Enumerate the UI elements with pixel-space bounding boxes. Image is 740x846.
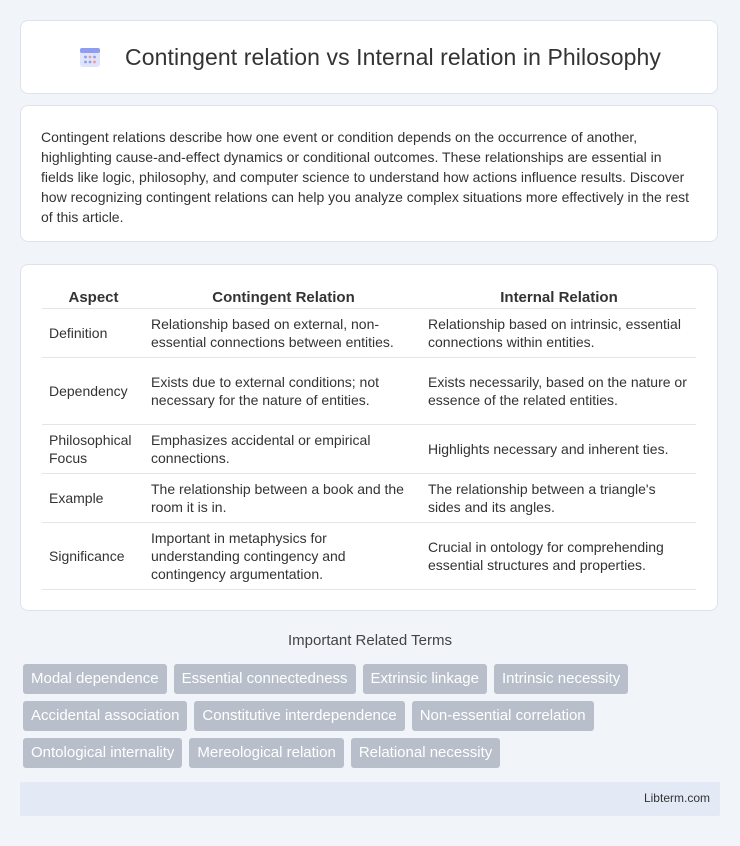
cell-internal: Exists necessarily, based on the nature or essence of the related entities.	[422, 358, 696, 425]
related-term-tag[interactable]: Constitutive interdependence	[194, 701, 404, 731]
tag-row	[23, 738, 723, 768]
related-term-tag[interactable]: Non-essential correlation	[412, 701, 594, 731]
related-term-tag[interactable]: Extrinsic linkage	[363, 664, 487, 694]
cell-aspect: Definition	[42, 309, 145, 358]
cell-internal: Relationship based on intrinsic, essential connections within entities.	[422, 309, 696, 358]
related-terms-title: Important Related Terms	[288, 632, 452, 649]
tag-row	[23, 664, 723, 694]
title-wrap	[77, 44, 661, 71]
header-contingent: Contingent Relation	[145, 285, 422, 309]
related-term-tag[interactable]: Modal dependence	[23, 664, 167, 694]
table-row	[42, 425, 696, 474]
related-term-tag[interactable]: Intrinsic necessity	[494, 664, 628, 694]
table-row	[42, 474, 696, 523]
related-term-tag[interactable]: Relational necessity	[351, 738, 500, 768]
cell-contingent: Important in metaphysics for understanding contingency and contingency argumentation.	[145, 523, 422, 590]
cell-contingent: The relationship between a book and the room it is in.	[145, 474, 422, 523]
table-row	[42, 523, 696, 590]
cell-internal: Crucial in ontology for comprehending essential structures and properties.	[422, 523, 696, 590]
table-row	[42, 309, 696, 358]
cell-internal: The relationship between a triangle's sides and its angles.	[422, 474, 696, 523]
related-term-tag[interactable]: Mereological relation	[189, 738, 343, 768]
cell-contingent: Emphasizes accidental or empirical connections.	[145, 425, 422, 474]
table-row	[42, 358, 696, 425]
related-term-tag[interactable]: Accidental association	[23, 701, 187, 731]
page-title: Contingent relation vs Internal relation in Philosophy	[125, 43, 661, 70]
cell-internal: Highlights necessary and inherent ties.	[422, 425, 696, 474]
related-terms-list	[23, 664, 723, 775]
intro-paragraph: Contingent relations describe how one event or condition depends on the occurrence of another, highlighting cause-and-effect dynamics or conditional outcomes. These relationships are essential in fields like logic, philosophy, and computer science to understand how actions influence results. Discover how recognizing contingent relations can help you analyze complex situations more effectively in the rest of this article.	[41, 129, 689, 225]
footer	[20, 782, 720, 816]
header-internal: Internal Relation	[422, 285, 696, 309]
comparison-table	[42, 285, 696, 590]
intro-card	[20, 105, 718, 242]
related-term-tag[interactable]: Ontological internality	[23, 738, 182, 768]
cell-aspect: Example	[42, 474, 145, 523]
cell-aspect: Philosophical Focus	[42, 425, 145, 474]
cell-aspect: Dependency	[42, 358, 145, 425]
header-aspect: Aspect	[42, 285, 145, 309]
calendar-grid-icon	[77, 44, 103, 70]
footer-site-link[interactable]: Libterm.com	[643, 791, 710, 805]
table-header-row	[42, 285, 696, 309]
cell-contingent: Relationship based on external, non-essential connections between entities.	[145, 309, 422, 358]
comparison-card	[20, 264, 718, 611]
tag-row	[23, 701, 723, 731]
cell-aspect: Significance	[42, 523, 145, 590]
cell-contingent: Exists due to external conditions; not necessary for the nature of entities.	[145, 358, 422, 425]
related-term-tag[interactable]: Essential connectedness	[174, 664, 356, 694]
header-card	[20, 20, 718, 94]
